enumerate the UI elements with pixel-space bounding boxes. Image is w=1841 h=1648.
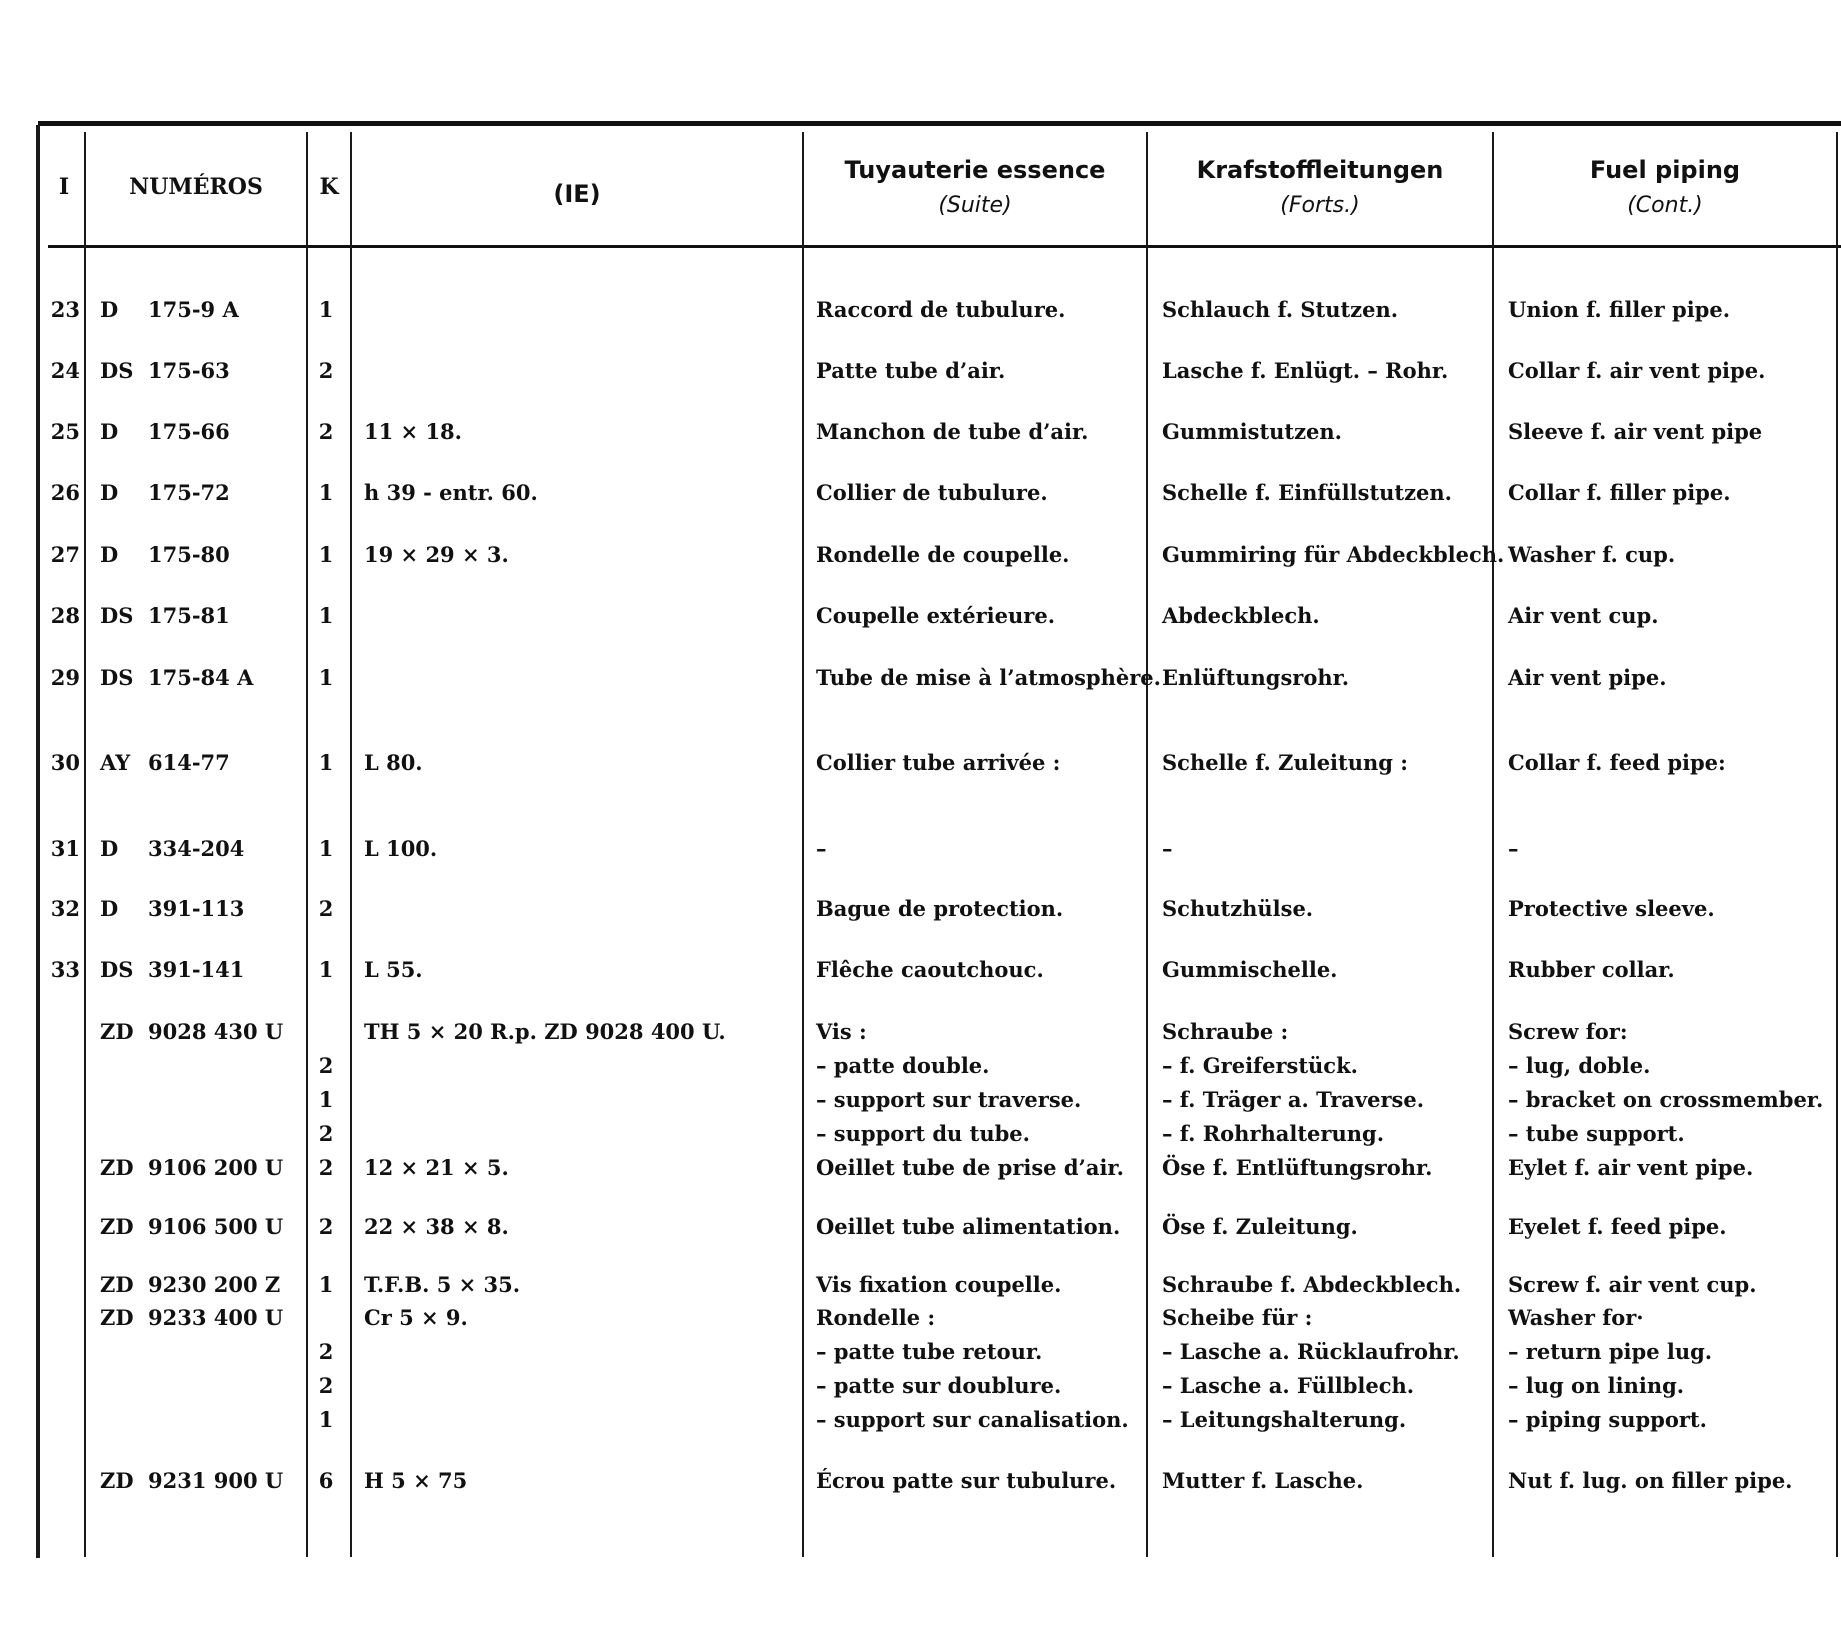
item-number: 26 [50, 480, 80, 505]
description-german: – f. Greiferstück. [1162, 1053, 1358, 1078]
description-english: Collar f. air vent pipe. [1508, 358, 1766, 383]
part-prefix: D [100, 419, 119, 444]
description-german: Schelle f. Einfüllstutzen. [1162, 480, 1452, 505]
description-german: – [1162, 836, 1173, 861]
description-french: Collier de tubulure. [816, 480, 1048, 505]
description-english: – return pipe lug. [1508, 1339, 1713, 1364]
description-french: – support sur canalisation. [816, 1407, 1129, 1432]
description-english: Air vent cup. [1508, 603, 1659, 628]
description-german: Gummistutzen. [1162, 419, 1342, 444]
part-prefix: DS [100, 957, 134, 982]
dimensions: 22 × 38 × 8. [364, 1214, 509, 1239]
header-english-title: Fuel piping [1589, 156, 1741, 184]
part-number: 175-84 A [148, 665, 254, 690]
part-number: 614-77 [148, 750, 230, 775]
quantity: 1 [318, 480, 334, 505]
quantity: 2 [318, 1053, 334, 1078]
description-german: Schraube f. Abdeckblech. [1162, 1272, 1462, 1297]
description-german: Schutzhülse. [1162, 896, 1314, 921]
part-prefix: DS [100, 358, 134, 383]
description-english: – lug on lining. [1508, 1373, 1685, 1398]
description-french: Écrou patte sur tubulure. [816, 1468, 1117, 1493]
part-prefix: ZD [100, 1272, 134, 1297]
column-divider [350, 132, 352, 1557]
description-english: Eylet f. air vent pipe. [1508, 1155, 1754, 1180]
description-german: Schelle f. Zuleitung : [1162, 750, 1409, 775]
description-french: Manchon de tube d’air. [816, 419, 1089, 444]
part-number: 175-81 [148, 603, 230, 628]
description-english: Protective sleeve. [1508, 896, 1715, 921]
quantity: 1 [318, 1087, 334, 1112]
description-english: Washer f. cup. [1508, 542, 1676, 567]
header-german [1148, 152, 1492, 224]
description-french: Bague de protection. [816, 896, 1064, 921]
part-prefix: D [100, 836, 119, 861]
description-english: Rubber collar. [1508, 957, 1675, 982]
quantity: 1 [318, 542, 334, 567]
header-i: I [58, 174, 70, 200]
header-k: K [319, 174, 339, 200]
part-prefix: AY [100, 750, 131, 775]
column-divider [1146, 132, 1148, 1557]
part-number: 9106 500 U [148, 1214, 284, 1239]
quantity: 6 [318, 1468, 334, 1493]
header-bottom-rule [48, 245, 1841, 248]
part-prefix: ZD [100, 1019, 134, 1044]
quantity: 1 [318, 1272, 334, 1297]
part-prefix: DS [100, 603, 134, 628]
quantity: 2 [318, 1121, 334, 1146]
description-german: Enlüftungsrohr. [1162, 665, 1350, 690]
dimensions: L 100. [364, 836, 438, 861]
description-english: – [1508, 836, 1519, 861]
part-number: 175-80 [148, 542, 230, 567]
description-german: Lasche f. Enlügt. – Rohr. [1162, 358, 1449, 383]
description-english: Collar f. feed pipe: [1508, 750, 1726, 775]
description-french: Collier tube arrivée : [816, 750, 1061, 775]
quantity: 1 [318, 603, 334, 628]
description-french: Patte tube d’air. [816, 358, 1006, 383]
quantity: 1 [318, 297, 334, 322]
part-prefix: D [100, 896, 119, 921]
item-number: 29 [50, 665, 80, 690]
description-english: – piping support. [1508, 1407, 1707, 1432]
description-french: Coupelle extérieure. [816, 603, 1056, 628]
description-french: Vis : [816, 1019, 867, 1044]
description-german: – Leitungshalterung. [1162, 1407, 1407, 1432]
part-prefix: D [100, 297, 119, 322]
part-number: 9231 900 U [148, 1468, 284, 1493]
description-german: Gummiring für Abdeckblech. [1162, 542, 1505, 567]
column-divider [84, 132, 86, 1557]
quantity: 2 [318, 419, 334, 444]
dimensions: H 5 × 75 [364, 1468, 468, 1493]
part-prefix: DS [100, 665, 134, 690]
description-english: Collar f. filler pipe. [1508, 480, 1731, 505]
quantity: 1 [318, 750, 334, 775]
quantity: 1 [318, 836, 334, 861]
table-top-rule [38, 121, 1841, 126]
quantity: 1 [318, 665, 334, 690]
quantity: 2 [318, 1214, 334, 1239]
description-german: Mutter f. Lasche. [1162, 1468, 1364, 1493]
part-number: 9028 430 U [148, 1019, 284, 1044]
description-german: Scheibe für : [1162, 1305, 1313, 1330]
description-english: Nut f. lug. on filler pipe. [1508, 1468, 1793, 1493]
part-prefix: ZD [100, 1468, 134, 1493]
description-english: Union f. filler pipe. [1508, 297, 1731, 322]
description-english: Screw for: [1508, 1019, 1628, 1044]
part-number: 9230 200 Z [148, 1272, 281, 1297]
description-german: Gummischelle. [1162, 957, 1338, 982]
part-number: 391-141 [148, 957, 245, 982]
quantity: 1 [318, 957, 334, 982]
item-number: 25 [50, 419, 80, 444]
description-german: Öse f. Entlüftungsrohr. [1162, 1155, 1433, 1180]
description-french: – support du tube. [816, 1121, 1030, 1146]
part-number: 175-9 A [148, 297, 239, 322]
dimensions: T.F.B. 5 × 35. [364, 1272, 521, 1297]
description-german: Schlauch f. Stutzen. [1162, 297, 1399, 322]
description-english: – lug, doble. [1508, 1053, 1651, 1078]
description-english: Washer for· [1508, 1305, 1644, 1330]
item-number: 32 [50, 896, 80, 921]
description-french: – support sur traverse. [816, 1087, 1082, 1112]
item-number: 30 [50, 750, 80, 775]
quantity: 2 [318, 1339, 334, 1364]
description-french: – patte sur doublure. [816, 1373, 1062, 1398]
description-french: Rondelle de coupelle. [816, 542, 1070, 567]
header-ie: (IE) [553, 180, 601, 208]
dimensions: L 55. [364, 957, 423, 982]
column-divider [36, 125, 40, 1558]
part-number: 175-63 [148, 358, 230, 383]
description-english: Screw f. air vent cup. [1508, 1272, 1757, 1297]
dimensions: 11 × 18. [364, 419, 462, 444]
header-french-sub: (Suite) [938, 193, 1012, 218]
item-number: 28 [50, 603, 80, 628]
header-numeros: NUMÉROS [129, 174, 263, 200]
description-german: – Lasche a. Füllblech. [1162, 1373, 1415, 1398]
column-divider [802, 132, 804, 1557]
dimensions: h 39 - entr. 60. [364, 480, 538, 505]
column-divider [1492, 132, 1494, 1557]
description-french: Oeillet tube alimentation. [816, 1214, 1121, 1239]
description-german: Schraube : [1162, 1019, 1289, 1044]
quantity: 2 [318, 1373, 334, 1398]
part-number: 175-66 [148, 419, 230, 444]
item-number: 24 [50, 358, 80, 383]
part-number: 334-204 [148, 836, 245, 861]
header-french-title: Tuyauterie essence [844, 156, 1106, 184]
header-german-sub: (Forts.) [1280, 193, 1360, 218]
quantity: 1 [318, 1407, 334, 1432]
dimensions: 19 × 29 × 3. [364, 542, 509, 567]
column-divider [1836, 132, 1838, 1557]
description-english: Eyelet f. feed pipe. [1508, 1214, 1727, 1239]
dimensions: L 80. [364, 750, 423, 775]
description-german: – Lasche a. Rücklaufrohr. [1162, 1339, 1460, 1364]
header-french [804, 152, 1146, 224]
item-number: 31 [50, 836, 80, 861]
quantity: 2 [318, 896, 334, 921]
description-french: Tube de mise à l’atmosphère. [816, 665, 1161, 690]
part-number: 9106 200 U [148, 1155, 284, 1180]
description-english: – bracket on crossmember. [1508, 1087, 1824, 1112]
description-french: – patte tube retour. [816, 1339, 1043, 1364]
part-prefix: D [100, 542, 119, 567]
item-number: 23 [50, 297, 80, 322]
dimensions: TH 5 × 20 R.p. ZD 9028 400 U. [364, 1019, 726, 1044]
description-french: Raccord de tubulure. [816, 297, 1066, 322]
dimensions: 12 × 21 × 5. [364, 1155, 509, 1180]
description-english: Air vent pipe. [1508, 665, 1667, 690]
part-prefix: ZD [100, 1214, 134, 1239]
description-french: Vis fixation coupelle. [816, 1272, 1062, 1297]
part-prefix: D [100, 480, 119, 505]
dimensions: Cr 5 × 9. [364, 1305, 468, 1330]
description-german: Abdeckblech. [1162, 603, 1320, 628]
part-number: 175-72 [148, 480, 230, 505]
description-french: Oeillet tube de prise d’air. [816, 1155, 1124, 1180]
quantity: 2 [318, 1155, 334, 1180]
description-french: – patte double. [816, 1053, 990, 1078]
part-prefix: ZD [100, 1155, 134, 1180]
description-german: – f. Rohrhalterung. [1162, 1121, 1385, 1146]
description-french: – [816, 836, 827, 861]
item-number: 27 [50, 542, 80, 567]
description-german: – f. Träger a. Traverse. [1162, 1087, 1425, 1112]
header-english [1494, 152, 1836, 224]
description-french: Rondelle : [816, 1305, 936, 1330]
item-number: 33 [50, 957, 80, 982]
quantity: 2 [318, 358, 334, 383]
part-number: 391-113 [148, 896, 245, 921]
header-english-sub: (Cont.) [1627, 193, 1703, 218]
description-french: Flêche caoutchouc. [816, 957, 1044, 982]
description-english: – tube support. [1508, 1121, 1685, 1146]
part-prefix: ZD [100, 1305, 134, 1330]
header-german-title: Krafstoffleitungen [1196, 156, 1444, 184]
description-german: Öse f. Zuleitung. [1162, 1214, 1358, 1239]
description-english: Sleeve f. air vent pipe [1508, 419, 1763, 444]
part-number: 9233 400 U [148, 1305, 284, 1330]
